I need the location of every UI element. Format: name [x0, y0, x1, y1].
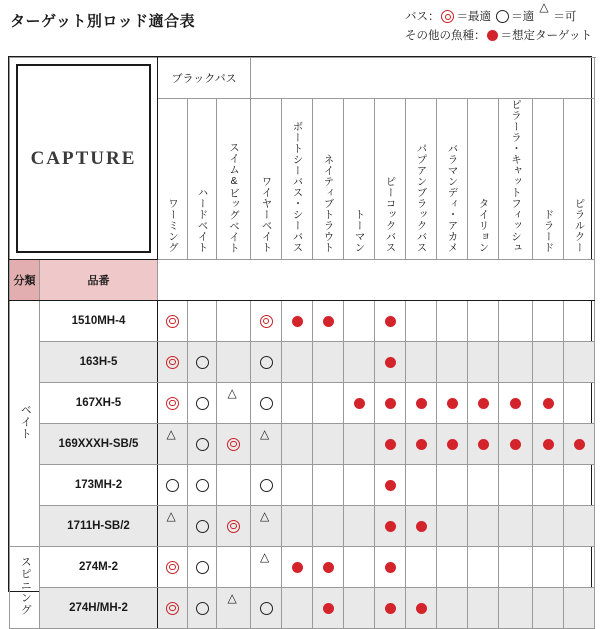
compat-cell	[188, 342, 217, 383]
filled-dot-icon	[385, 562, 396, 573]
compat-mark	[375, 465, 405, 505]
col-header-toman: トーマン	[344, 99, 375, 260]
compat-mark	[313, 547, 343, 587]
compat-cell	[251, 383, 282, 424]
compat-cell	[251, 301, 282, 342]
compat-cell	[406, 342, 437, 383]
filled-dot-icon	[354, 398, 365, 409]
compat-cell	[313, 547, 344, 588]
compat-cell	[158, 506, 188, 547]
compat-cell	[533, 301, 564, 342]
compat-mark	[251, 588, 281, 628]
table-row	[10, 342, 595, 383]
compat-cell	[188, 383, 217, 424]
filled-dot-icon	[447, 439, 458, 450]
compat-mark	[313, 588, 343, 628]
compat-cell	[406, 383, 437, 424]
compat-cell	[499, 342, 533, 383]
compat-cell	[282, 506, 313, 547]
filled-dot-icon	[385, 603, 396, 614]
compat-cell	[406, 588, 437, 629]
compat-cell	[251, 342, 282, 383]
circle-icon	[260, 397, 273, 410]
compat-mark	[406, 424, 436, 464]
filled-dot-icon	[416, 603, 427, 614]
model-number-cell[interactable]: 173MH-2	[40, 465, 158, 506]
compat-cell	[406, 506, 437, 547]
compat-mark	[158, 301, 187, 341]
col-header-dorado: ドラード	[533, 99, 564, 260]
compat-cell	[468, 383, 499, 424]
compat-cell	[533, 588, 564, 629]
compat-cell	[375, 547, 406, 588]
circle-icon	[260, 602, 273, 615]
compat-mark	[375, 547, 405, 587]
compat-cell	[251, 506, 282, 547]
compat-mark	[251, 506, 281, 546]
compatibility-table	[9, 57, 595, 629]
compat-cell	[406, 465, 437, 506]
circle-icon	[260, 356, 273, 369]
compatibility-table-frame	[8, 56, 592, 616]
filled-dot-icon	[385, 357, 396, 368]
legend-row-bass	[405, 8, 592, 27]
circle-icon	[196, 356, 209, 369]
double-circle-icon	[166, 397, 179, 410]
table-row	[10, 424, 595, 465]
compat-cell	[158, 383, 188, 424]
filled-dot-icon	[447, 398, 458, 409]
category-label: ベイト	[19, 404, 32, 440]
compat-cell	[437, 383, 468, 424]
filled-dot-icon	[385, 480, 396, 491]
circle-icon	[166, 479, 179, 492]
page-title: ターゲット別ロッド適合表	[10, 13, 196, 30]
compat-cell	[375, 465, 406, 506]
double-circle-icon	[166, 561, 179, 574]
compat-cell	[406, 424, 437, 465]
brand-logo-cell	[10, 58, 158, 260]
compat-cell	[344, 547, 375, 588]
compat-mark	[251, 342, 281, 382]
compat-mark	[158, 547, 187, 587]
compat-cell	[468, 424, 499, 465]
model-number-cell[interactable]: 274M-2	[40, 547, 158, 588]
compat-cell	[499, 383, 533, 424]
group-header-blackbass: ブラックバス	[158, 58, 251, 99]
compat-cell	[375, 301, 406, 342]
model-number-cell[interactable]: 163H-5	[40, 342, 158, 383]
filled-dot-icon	[292, 316, 303, 327]
compat-mark	[468, 424, 498, 464]
compat-cell	[437, 506, 468, 547]
filled-dot-icon	[416, 439, 427, 450]
double-circle-icon	[166, 356, 179, 369]
compat-cell	[251, 424, 282, 465]
compat-cell	[313, 424, 344, 465]
triangle-icon	[228, 603, 240, 613]
compat-mark	[406, 383, 436, 423]
triangle-icon	[260, 439, 272, 449]
table-row	[10, 506, 595, 547]
model-number-cell[interactable]: 1711H-SB/2	[40, 506, 158, 547]
compat-cell	[499, 424, 533, 465]
compat-cell	[564, 424, 595, 465]
filled-dot-icon	[292, 562, 303, 573]
compat-cell	[282, 383, 313, 424]
double-circle-icon	[166, 315, 179, 328]
filled-dot-icon	[323, 316, 334, 327]
compat-cell	[375, 506, 406, 547]
filled-dot-icon	[487, 30, 498, 41]
compat-mark	[251, 383, 281, 423]
table-row	[10, 383, 595, 424]
compat-cell	[468, 588, 499, 629]
double-circle-icon	[227, 438, 240, 451]
col-header-peacock-bass: ピーコックバス	[375, 99, 406, 260]
table-row	[10, 547, 595, 588]
compat-cell	[251, 547, 282, 588]
filled-dot-icon	[416, 521, 427, 532]
compat-cell	[158, 342, 188, 383]
compat-cell	[406, 301, 437, 342]
col-header-pirarucu: ピラルクー	[564, 99, 595, 260]
filled-dot-icon	[478, 439, 489, 450]
compat-cell	[437, 424, 468, 465]
circle-icon	[196, 438, 209, 451]
compat-cell	[564, 383, 595, 424]
col-header-papuan-black-bass: パプアンブラックバス	[406, 99, 437, 260]
compat-cell	[564, 588, 595, 629]
compat-mark	[282, 301, 312, 341]
compat-cell	[251, 588, 282, 629]
double-circle-icon	[227, 520, 240, 533]
compat-cell	[344, 465, 375, 506]
compat-cell	[188, 547, 217, 588]
compat-mark	[533, 383, 563, 423]
compat-mark	[188, 383, 216, 423]
compat-mark	[188, 465, 216, 505]
compat-cell	[564, 301, 595, 342]
compat-mark	[468, 383, 498, 423]
circle-icon	[196, 602, 209, 615]
compat-cell	[282, 547, 313, 588]
compat-cell	[564, 342, 595, 383]
circle-icon	[196, 520, 209, 533]
table-row	[10, 588, 595, 629]
compat-cell	[437, 465, 468, 506]
compat-cell	[533, 465, 564, 506]
compat-cell	[217, 301, 251, 342]
category-cell	[10, 301, 40, 547]
double-circle-icon	[441, 10, 454, 23]
compat-cell	[564, 547, 595, 588]
compat-cell	[499, 588, 533, 629]
col-header-pirara-catfish: ピラーラ・キャットフィッシュ	[499, 99, 533, 260]
compat-mark	[217, 383, 250, 423]
col-header-wirebait: ワイヤーベイト	[251, 99, 282, 260]
circle-icon	[260, 479, 273, 492]
triangle-icon	[167, 439, 179, 449]
compat-cell	[533, 342, 564, 383]
legend-bass-best: ＝最適	[456, 11, 491, 23]
compat-cell	[468, 301, 499, 342]
compat-cell	[282, 588, 313, 629]
filled-dot-icon	[574, 439, 585, 450]
subheader-spacer	[158, 260, 595, 301]
compat-cell	[533, 547, 564, 588]
compat-cell	[313, 301, 344, 342]
triangle-icon	[260, 521, 272, 531]
filled-dot-icon	[510, 398, 521, 409]
model-number-cell[interactable]: 274H/MH-2	[40, 588, 158, 629]
compat-mark	[499, 383, 532, 423]
compat-cell	[313, 465, 344, 506]
category-cell	[10, 547, 40, 629]
compat-cell	[313, 506, 344, 547]
compat-mark	[158, 342, 187, 382]
compat-mark	[375, 342, 405, 382]
compat-mark	[251, 301, 281, 341]
compat-cell	[533, 383, 564, 424]
compat-cell	[158, 547, 188, 588]
col-header-swim-bigbait: スイム&ビッグベイト	[217, 99, 251, 260]
col-header-worming: ワーミング	[158, 99, 188, 260]
compat-cell	[217, 383, 251, 424]
compat-cell	[375, 424, 406, 465]
group-header-other	[251, 58, 595, 99]
compat-mark	[251, 547, 281, 587]
compat-cell	[158, 301, 188, 342]
compat-cell	[564, 465, 595, 506]
compat-mark	[313, 301, 343, 341]
compat-cell	[313, 383, 344, 424]
filled-dot-icon	[416, 398, 427, 409]
compat-cell	[499, 547, 533, 588]
compat-mark	[158, 506, 187, 546]
filled-dot-icon	[543, 439, 554, 450]
compat-cell	[344, 506, 375, 547]
compat-mark	[375, 506, 405, 546]
logo-text: CAPTURE	[30, 147, 137, 169]
compat-mark	[437, 424, 467, 464]
compat-cell	[188, 506, 217, 547]
circle-icon	[196, 397, 209, 410]
filled-dot-icon	[510, 439, 521, 450]
compat-cell	[217, 506, 251, 547]
compat-cell	[344, 383, 375, 424]
compat-cell	[282, 301, 313, 342]
legend-other-target: ＝想定ターゲット	[500, 30, 592, 42]
compat-cell	[188, 588, 217, 629]
compat-mark	[437, 383, 467, 423]
compat-mark	[533, 424, 563, 464]
filled-dot-icon	[323, 562, 334, 573]
compat-cell	[282, 342, 313, 383]
circle-icon	[496, 10, 509, 23]
model-number-cell[interactable]: 169XXXH-SB/5	[40, 424, 158, 465]
filled-dot-icon	[385, 439, 396, 450]
logo-frame	[16, 64, 151, 253]
compat-cell	[437, 301, 468, 342]
filled-dot-icon	[323, 603, 334, 614]
compat-mark	[375, 383, 405, 423]
compat-mark	[188, 547, 216, 587]
compat-cell	[217, 588, 251, 629]
compat-mark	[188, 342, 216, 382]
col-header-hardbait: ハードベイト	[188, 99, 217, 260]
double-circle-icon	[166, 602, 179, 615]
compat-cell	[564, 506, 595, 547]
compat-cell	[217, 465, 251, 506]
compat-cell	[282, 465, 313, 506]
compat-cell	[344, 424, 375, 465]
compat-mark	[406, 506, 436, 546]
compat-mark	[564, 424, 594, 464]
compat-cell	[437, 588, 468, 629]
circle-icon	[196, 479, 209, 492]
filled-dot-icon	[543, 398, 554, 409]
compat-mark	[251, 424, 281, 464]
triangle-icon	[539, 12, 551, 22]
model-number-cell[interactable]: 1510MH-4	[40, 301, 158, 342]
compat-cell	[375, 588, 406, 629]
compat-cell	[437, 547, 468, 588]
compat-cell	[533, 506, 564, 547]
compat-cell	[188, 424, 217, 465]
compat-cell	[468, 547, 499, 588]
compat-cell	[282, 424, 313, 465]
table-row	[10, 465, 595, 506]
category-label: スピニング	[19, 556, 32, 616]
compat-mark	[158, 465, 187, 505]
subheader-category: 分類	[10, 260, 40, 301]
compat-mark	[217, 424, 250, 464]
table-row	[10, 301, 595, 342]
table-body	[10, 301, 595, 629]
legend-bass-label: バス：	[404, 11, 440, 23]
subheader-model: 品番	[40, 260, 158, 301]
model-number-cell[interactable]: 167XH-5	[40, 383, 158, 424]
subheader-row	[10, 260, 595, 301]
compat-cell	[344, 342, 375, 383]
compat-mark	[406, 588, 436, 628]
filled-dot-icon	[385, 521, 396, 532]
compat-cell	[158, 588, 188, 629]
col-header-tairyon: タイリョン	[468, 99, 499, 260]
compat-mark	[188, 588, 216, 628]
compat-cell	[468, 506, 499, 547]
compat-cell	[344, 301, 375, 342]
compat-cell	[499, 465, 533, 506]
compat-mark	[282, 547, 312, 587]
double-circle-icon	[260, 315, 273, 328]
circle-icon	[196, 561, 209, 574]
col-header-barramundi-akame: バラマンディ・アカメ	[437, 99, 468, 260]
triangle-icon	[167, 521, 179, 531]
compat-cell	[375, 342, 406, 383]
compat-cell	[499, 506, 533, 547]
compat-mark	[375, 424, 405, 464]
legend	[405, 8, 592, 46]
compat-cell	[437, 342, 468, 383]
col-header-native-trout: ネイティブトラウト	[313, 99, 344, 260]
group-header-row	[10, 58, 595, 99]
compat-cell	[344, 588, 375, 629]
legend-other-label: その他の魚種：	[404, 30, 486, 42]
compat-cell	[217, 424, 251, 465]
compat-mark	[158, 424, 187, 464]
compat-cell	[468, 342, 499, 383]
compat-mark	[158, 588, 187, 628]
compat-cell	[158, 424, 188, 465]
compat-mark	[217, 588, 250, 628]
legend-row-other	[405, 27, 592, 46]
compat-cell	[499, 301, 533, 342]
compat-mark	[499, 424, 532, 464]
compat-cell	[468, 465, 499, 506]
compat-mark	[188, 506, 216, 546]
compat-cell	[217, 547, 251, 588]
compat-cell	[188, 301, 217, 342]
compat-mark	[375, 588, 405, 628]
compat-cell	[217, 342, 251, 383]
compat-mark	[158, 383, 187, 423]
compat-mark	[188, 424, 216, 464]
compat-mark	[217, 506, 250, 546]
filled-dot-icon	[385, 398, 396, 409]
compat-cell	[406, 547, 437, 588]
col-header-seabass: ボートシーバス・シーバス	[282, 99, 313, 260]
compat-cell	[375, 383, 406, 424]
triangle-icon	[228, 398, 240, 408]
compat-cell	[188, 465, 217, 506]
legend-bass-ok: ＝可	[553, 11, 577, 23]
compat-cell	[313, 342, 344, 383]
compat-cell	[158, 465, 188, 506]
compat-cell	[313, 588, 344, 629]
legend-bass-good: ＝適	[511, 11, 535, 23]
compat-mark	[375, 301, 405, 341]
compat-cell	[251, 465, 282, 506]
triangle-icon	[260, 562, 272, 572]
filled-dot-icon	[478, 398, 489, 409]
compat-mark	[344, 383, 374, 423]
compat-cell	[533, 424, 564, 465]
filled-dot-icon	[385, 316, 396, 327]
compat-mark	[251, 465, 281, 505]
